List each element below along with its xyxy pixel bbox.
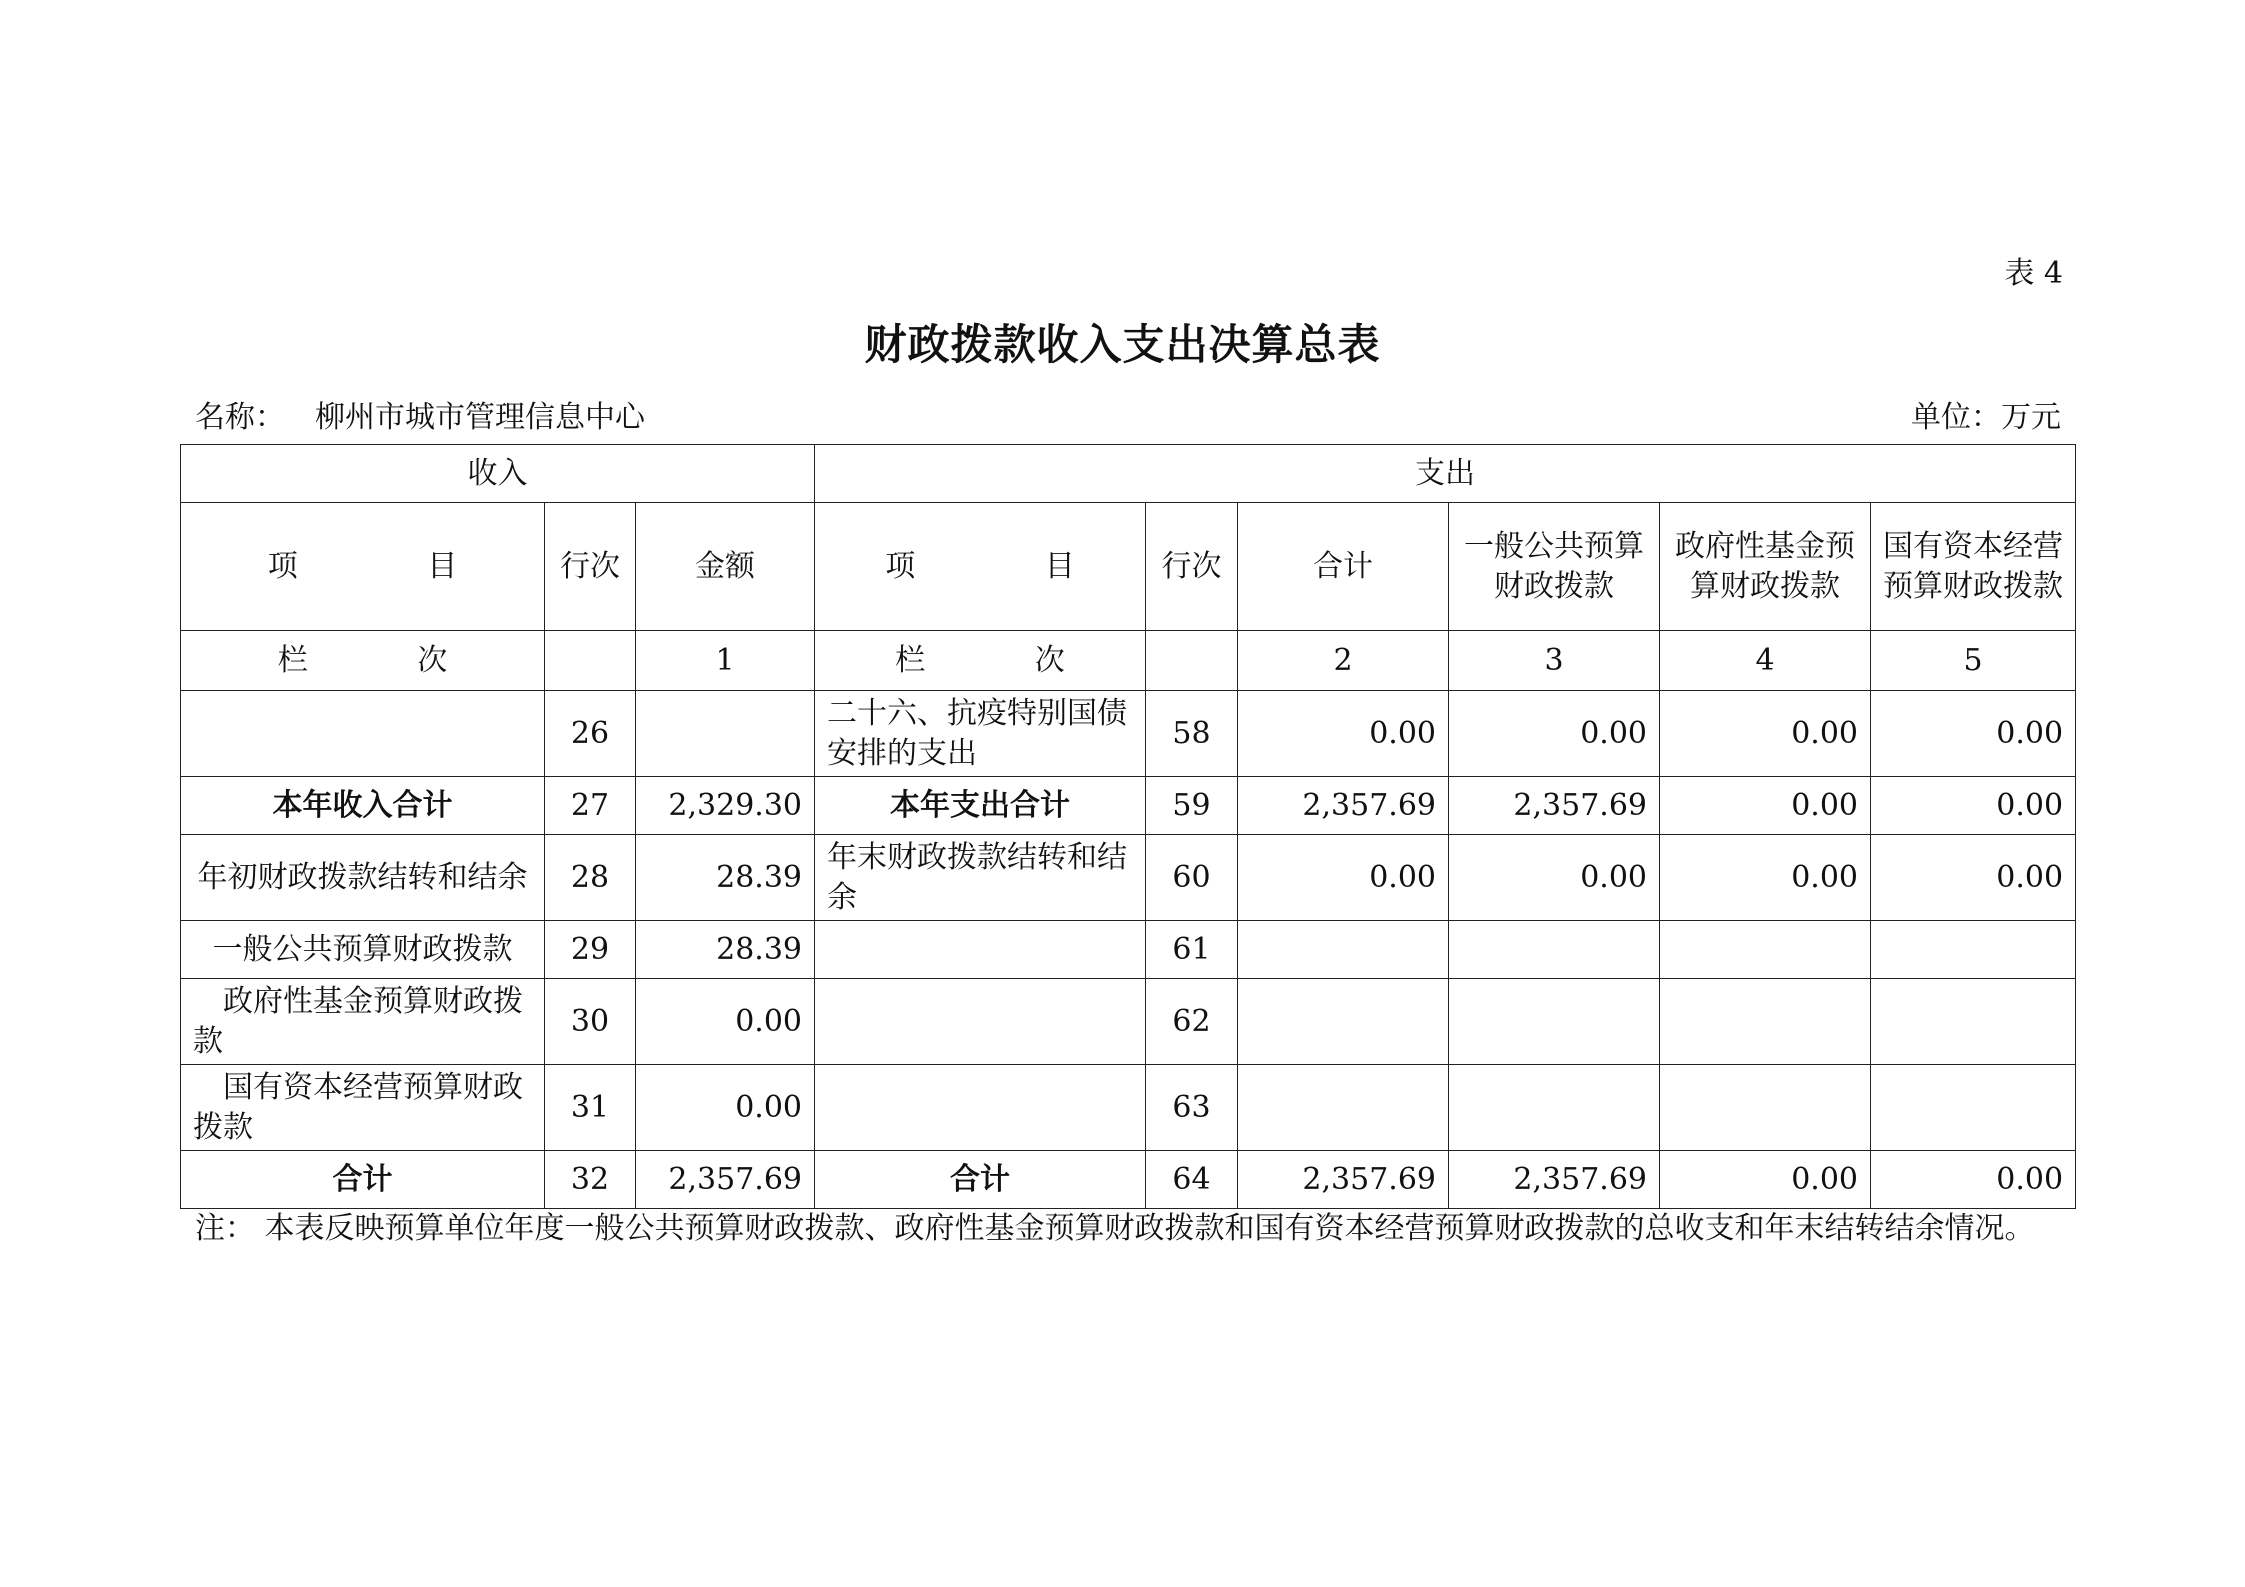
income-row-no: 26 [545,691,636,777]
expense-state [1871,1065,2076,1151]
expense-total: 0.00 [1238,691,1449,777]
expense-fund: 0.00 [1660,835,1871,921]
income-item: 国有资本经营预算财政拨款 [181,1065,545,1151]
expense-item [815,979,1146,1065]
income-row-no: 30 [545,979,636,1065]
expense-total [1238,1065,1449,1151]
expense-fund: 0.00 [1660,691,1871,777]
index-row [181,631,2076,691]
expense-row-no: 62 [1146,979,1238,1065]
table-row [181,1151,2076,1209]
expense-row-no: 60 [1146,835,1238,921]
unit-label: 单位：万元 [1911,400,2061,435]
report-table [180,444,2076,1209]
expense-state: 0.00 [1871,691,2076,777]
expense-fund [1660,921,1871,979]
income-amount: 0.00 [636,979,815,1065]
col-expense-row: 行次 [1146,503,1238,631]
col-expense-item: 项 目 [815,503,1146,631]
index-total: 2 [1238,631,1449,691]
income-amount: 28.39 [636,921,815,979]
expense-state: 0.00 [1871,835,2076,921]
table-row [181,835,2076,921]
col-fund: 政府性基金预算财政拨款 [1660,503,1871,631]
expense-state [1871,979,2076,1065]
index-general: 3 [1449,631,1660,691]
expense-general [1449,979,1660,1065]
expense-row-no: 64 [1146,1151,1238,1209]
income-item: 政府性基金预算财政拨款 [181,979,545,1065]
expense-total: 2,357.69 [1238,777,1449,835]
expense-total [1238,921,1449,979]
index-expense-label: 栏 次 [815,631,1146,691]
income-item: 本年收入合计 [181,777,545,835]
org-name-label: 名称： [195,400,285,435]
income-amount: 2,357.69 [636,1151,815,1209]
expense-fund: 0.00 [1660,777,1871,835]
expense-item: 年末财政拨款结转和结余 [815,835,1146,921]
expense-general: 0.00 [1449,691,1660,777]
expense-item: 本年支出合计 [815,777,1146,835]
expense-total: 2,357.69 [1238,1151,1449,1209]
income-row-no: 28 [545,835,636,921]
expense-general: 0.00 [1449,835,1660,921]
income-item: 一般公共预算财政拨款 [181,921,545,979]
col-total: 合计 [1238,503,1449,631]
expense-state [1871,921,2076,979]
index-income-label: 栏 次 [181,631,545,691]
expense-fund: 0.00 [1660,1151,1871,1209]
col-income-row: 行次 [545,503,636,631]
income-amount [636,691,815,777]
table-number: 表 4 [2004,256,2063,291]
meta-line [195,392,2061,436]
table-row [181,979,2076,1065]
table-row [181,777,2076,835]
expense-row-no: 59 [1146,777,1238,835]
col-income-item: 项 目 [181,503,545,631]
expense-general [1449,921,1660,979]
group-header-row [181,445,2076,503]
index-state: 5 [1871,631,2076,691]
expense-item: 二十六、抗疫特别国债安排的支出 [815,691,1146,777]
income-header: 收入 [181,445,815,503]
expense-row-no: 58 [1146,691,1238,777]
expense-general: 2,357.69 [1449,777,1660,835]
income-amount: 0.00 [636,1065,815,1151]
org-name-value: 柳州市城市管理信息中心 [315,400,645,435]
expense-total: 0.00 [1238,835,1449,921]
index-expense-row [1146,631,1238,691]
income-row-no: 32 [545,1151,636,1209]
column-header-row [181,503,2076,631]
index-fund: 4 [1660,631,1871,691]
col-general: 一般公共预算财政拨款 [1449,503,1660,631]
expense-header: 支出 [815,445,2076,503]
page-title: 财政拨款收入支出决算总表 [864,320,1381,369]
table-row [181,921,2076,979]
expense-general: 2,357.69 [1449,1151,1660,1209]
footnote: 注： 本表反映预算单位年度一般公共预算财政拨款、政府性基金预算财政拨款和国有资本经营预算财政拨款的总收支和年末结转结余情况。 [195,1211,2035,1246]
income-row-no: 27 [545,777,636,835]
table-row [181,1065,2076,1151]
expense-state: 0.00 [1871,777,2076,835]
income-amount: 28.39 [636,835,815,921]
income-amount: 2,329.30 [636,777,815,835]
income-row-no: 31 [545,1065,636,1151]
expense-fund [1660,979,1871,1065]
income-item: 合计 [181,1151,545,1209]
expense-item [815,1065,1146,1151]
col-state: 国有资本经营预算财政拨款 [1871,503,2076,631]
expense-item: 合计 [815,1151,1146,1209]
table-row [181,691,2076,777]
expense-item [815,921,1146,979]
index-income-row [545,631,636,691]
expense-fund [1660,1065,1871,1151]
income-item [181,691,545,777]
expense-row-no: 61 [1146,921,1238,979]
expense-general [1449,1065,1660,1151]
income-row-no: 29 [545,921,636,979]
income-item: 年初财政拨款结转和结余 [181,835,545,921]
org-name [195,392,645,436]
col-income-amount: 金额 [636,503,815,631]
expense-row-no: 63 [1146,1065,1238,1151]
expense-state: 0.00 [1871,1151,2076,1209]
expense-total [1238,979,1449,1065]
index-income-amount: 1 [636,631,815,691]
